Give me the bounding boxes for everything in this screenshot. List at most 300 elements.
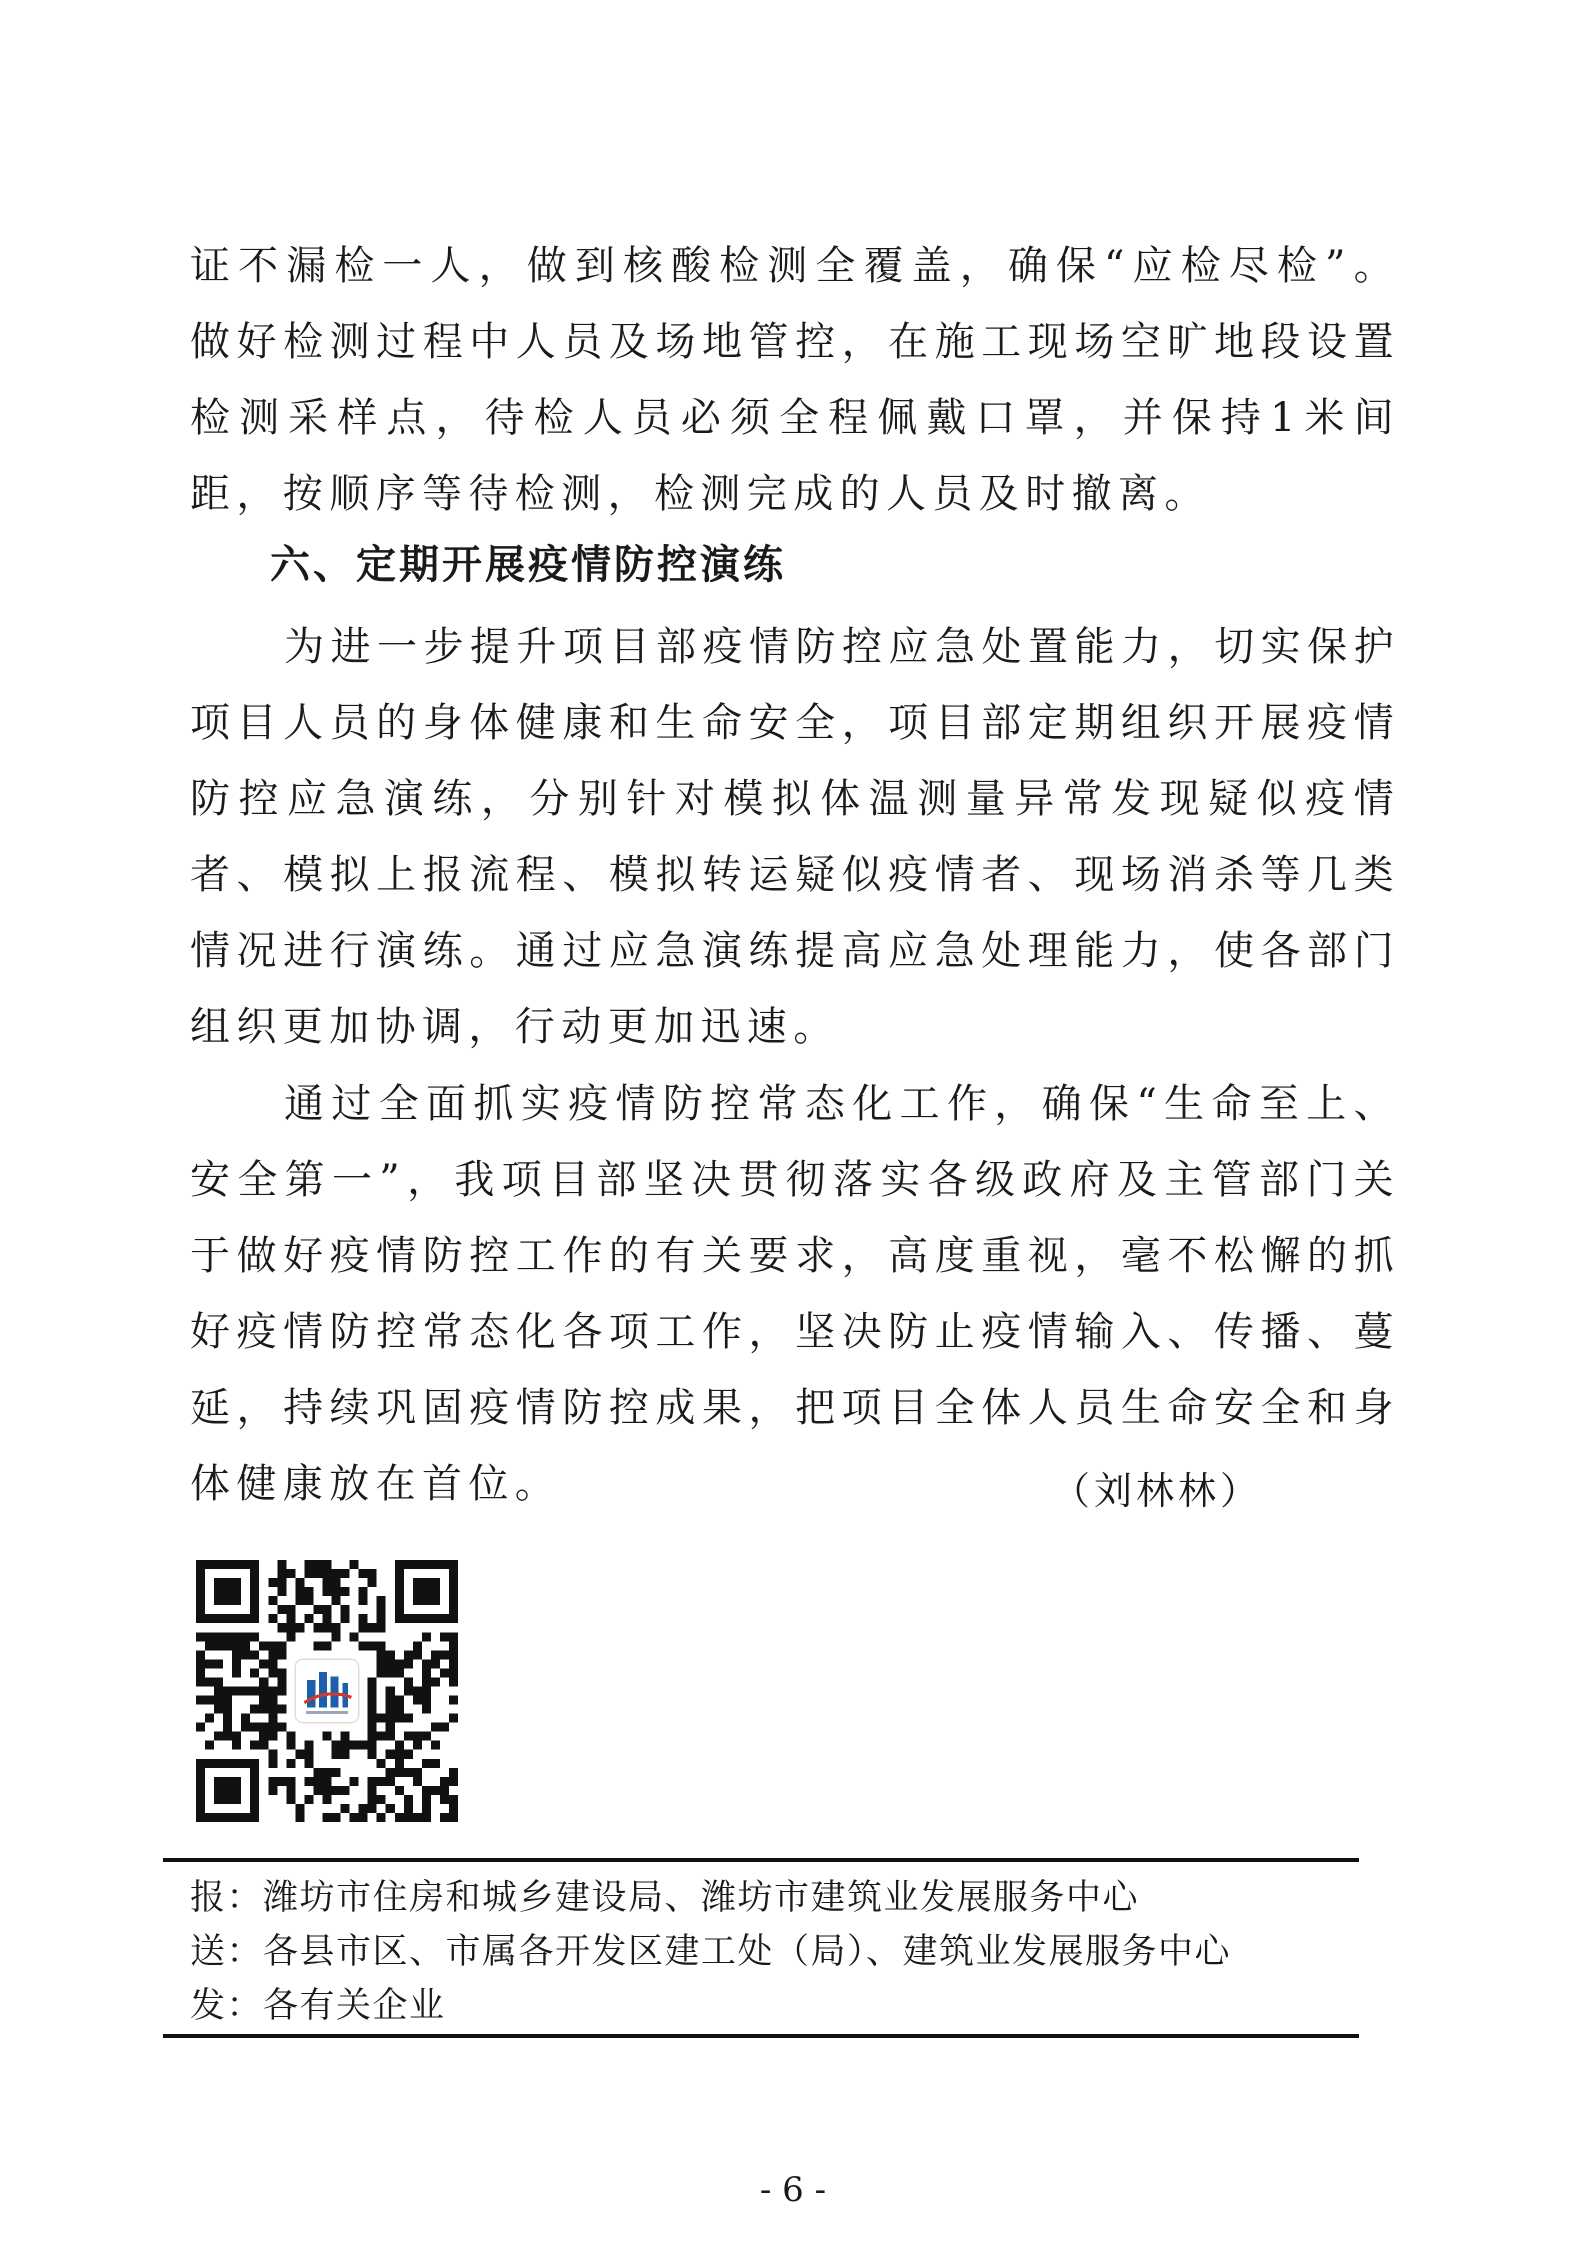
- qr-module: [286, 1777, 295, 1786]
- qr-module: [332, 1750, 341, 1759]
- qr-module: [377, 1650, 386, 1659]
- qr-module: [386, 1804, 395, 1813]
- qr-module: [332, 1768, 341, 1777]
- qr-module: [377, 1614, 386, 1623]
- qr-code-icon: [196, 1560, 458, 1822]
- qr-module: [395, 1786, 404, 1795]
- qr-module: [422, 1696, 431, 1705]
- qr-module: [332, 1623, 341, 1632]
- qr-module: [223, 1732, 232, 1741]
- qr-module: [277, 1686, 286, 1695]
- qr-module: [277, 1723, 286, 1732]
- qr-module: [259, 1741, 268, 1750]
- qr-module: [196, 1650, 205, 1659]
- qr-module: [214, 1696, 223, 1705]
- qr-module: [268, 1714, 277, 1723]
- qr-module: [286, 1741, 295, 1750]
- qr-module: [413, 1641, 422, 1650]
- divider-top: [163, 1858, 1359, 1862]
- qr-module: [313, 1560, 322, 1569]
- qr-module: [431, 1759, 440, 1768]
- qr-module: [322, 1587, 331, 1596]
- qr-module: [341, 1804, 350, 1813]
- qr-module: [422, 1632, 431, 1641]
- qr-center-logo: [295, 1659, 358, 1722]
- qr-module: [413, 1813, 422, 1822]
- qr-module: [268, 1750, 277, 1759]
- qr-module: [368, 1578, 377, 1587]
- qr-module: [295, 1587, 304, 1596]
- qr-module: [214, 1677, 223, 1686]
- qr-module: [368, 1786, 377, 1795]
- qr-module: [332, 1569, 341, 1578]
- qr-module: [449, 1696, 458, 1705]
- qr-module: [268, 1614, 277, 1623]
- qr-module: [395, 1696, 404, 1705]
- qr-module: [196, 1677, 205, 1686]
- qr-module: [404, 1659, 413, 1668]
- qr-module: [422, 1677, 431, 1686]
- qr-module: [286, 1795, 295, 1804]
- qr-module: [322, 1641, 331, 1650]
- qr-module: [250, 1650, 259, 1659]
- qr-module: [395, 1768, 404, 1777]
- qr-module: [268, 1659, 277, 1668]
- qr-module: [295, 1623, 304, 1632]
- qr-module: [377, 1777, 386, 1786]
- qr-module: [223, 1641, 232, 1650]
- qr-module: [368, 1696, 377, 1705]
- qr-module: [268, 1777, 277, 1786]
- qr-module: [304, 1596, 313, 1605]
- qr-module: [223, 1723, 232, 1732]
- qr-module: [431, 1650, 440, 1659]
- qr-module: [268, 1723, 277, 1732]
- qr-module: [232, 1632, 241, 1641]
- qr-module: [214, 1632, 223, 1641]
- qr-module: [196, 1723, 205, 1732]
- qr-module: [422, 1813, 431, 1822]
- qr-module: [286, 1759, 295, 1768]
- qr-module: [386, 1650, 395, 1659]
- qr-module: [350, 1777, 359, 1786]
- qr-module: [359, 1587, 368, 1596]
- qr-module: [422, 1686, 431, 1695]
- qr-module: [205, 1741, 214, 1750]
- qr-module: [322, 1605, 331, 1614]
- qr-module: [404, 1768, 413, 1777]
- qr-module: [377, 1795, 386, 1804]
- qr-module: [359, 1741, 368, 1750]
- qr-module: [368, 1795, 377, 1804]
- qr-module: [322, 1578, 331, 1587]
- qr-module: [386, 1723, 395, 1732]
- qr-module: [332, 1786, 341, 1795]
- qr-module: [232, 1732, 241, 1741]
- qr-module: [359, 1614, 368, 1623]
- qr-module: [368, 1686, 377, 1695]
- qr-module: [386, 1696, 395, 1705]
- qr-module: [377, 1668, 386, 1677]
- qr-module: [341, 1569, 350, 1578]
- qr-module: [268, 1705, 277, 1714]
- qr-module: [286, 1786, 295, 1795]
- qr-module: [440, 1786, 449, 1795]
- qr-module: [395, 1705, 404, 1714]
- divider-bottom: [163, 2034, 1359, 2038]
- qr-module: [250, 1741, 259, 1750]
- qr-module: [431, 1659, 440, 1668]
- qr-module: [304, 1587, 313, 1596]
- qr-module: [422, 1732, 431, 1741]
- qr-module: [449, 1668, 458, 1677]
- qr-module: [404, 1677, 413, 1686]
- qr-module: [440, 1668, 449, 1677]
- qr-module: [368, 1723, 377, 1732]
- qr-module: [341, 1750, 350, 1759]
- qr-module: [232, 1668, 241, 1677]
- qr-module: [332, 1587, 341, 1596]
- qr-module: [413, 1686, 422, 1695]
- qr-module: [232, 1741, 241, 1750]
- qr-module: [322, 1786, 331, 1795]
- qr-module: [449, 1714, 458, 1723]
- qr-module: [250, 1668, 259, 1677]
- qr-module: [196, 1659, 205, 1668]
- qr-module: [304, 1759, 313, 1768]
- qr-module: [422, 1705, 431, 1714]
- qr-module: [259, 1641, 268, 1650]
- author-signature: （刘林林）: [1052, 1469, 1263, 1513]
- qr-module: [322, 1777, 331, 1786]
- qr-module: [295, 1804, 304, 1813]
- qr-module: [259, 1677, 268, 1686]
- qr-module: [341, 1732, 350, 1741]
- qr-module: [431, 1723, 440, 1732]
- qr-module: [322, 1614, 331, 1623]
- qr-module: [277, 1641, 286, 1650]
- finder-pattern-bottom-left: [196, 1759, 259, 1822]
- qr-module: [313, 1623, 322, 1632]
- qr-module: [449, 1650, 458, 1659]
- qr-module: [250, 1686, 259, 1695]
- qr-module: [313, 1569, 322, 1578]
- qr-module: [304, 1795, 313, 1804]
- qr-module: [395, 1714, 404, 1723]
- qr-module: [341, 1587, 350, 1596]
- qr-module: [223, 1632, 232, 1641]
- qr-module: [449, 1659, 458, 1668]
- qr-module: [223, 1705, 232, 1714]
- qr-module: [223, 1696, 232, 1705]
- qr-module: [368, 1569, 377, 1578]
- qr-module: [268, 1686, 277, 1695]
- qr-module: [214, 1659, 223, 1668]
- qr-module: [377, 1641, 386, 1650]
- qr-module: [322, 1732, 331, 1741]
- qr-module: [313, 1605, 322, 1614]
- qr-module: [241, 1641, 250, 1650]
- qr-module: [377, 1714, 386, 1723]
- qr-module: [205, 1696, 214, 1705]
- qr-module: [214, 1641, 223, 1650]
- qr-module: [422, 1795, 431, 1804]
- qr-module: [286, 1732, 295, 1741]
- qr-module: [449, 1813, 458, 1822]
- qr-module: [205, 1677, 214, 1686]
- qr-module: [322, 1560, 331, 1569]
- qr-module: [250, 1723, 259, 1732]
- qr-module: [295, 1578, 304, 1587]
- qr-module: [196, 1696, 205, 1705]
- qr-module: [295, 1813, 304, 1822]
- qr-module: [377, 1596, 386, 1605]
- qr-module: [386, 1750, 395, 1759]
- qr-module: [313, 1777, 322, 1786]
- qr-module: [286, 1605, 295, 1614]
- qr-module: [268, 1650, 277, 1659]
- qr-module: [404, 1795, 413, 1804]
- qr-module: [286, 1623, 295, 1632]
- paragraph-emergency-drill: 为进一步提升项目部疫情防控应急处置能力，切实保护项目人员的身体健康和生命安全，项目部定期组织开展疫情防控应急演练，分别针对模拟体温测量异常发现疑似疫情者、模拟上报流程、模拟转运疑似疫情者、现场消杀等几类情况进行演练。通过应急演练提高应急处理能力，使各部门组织更加协调，行动更加迅速。: [190, 624, 1400, 1050]
- qr-module: [413, 1696, 422, 1705]
- qr-module: [304, 1750, 313, 1759]
- qr-module: [286, 1632, 295, 1641]
- qr-module: [205, 1632, 214, 1641]
- qr-module: [196, 1668, 205, 1677]
- qr-module: [205, 1641, 214, 1650]
- qr-module: [304, 1741, 313, 1750]
- qr-module: [404, 1813, 413, 1822]
- qr-module: [395, 1659, 404, 1668]
- qr-module: [368, 1732, 377, 1741]
- qr-module: [304, 1569, 313, 1578]
- qr-module: [277, 1668, 286, 1677]
- qr-module: [304, 1560, 313, 1569]
- qr-module: [313, 1768, 322, 1777]
- qr-module: [440, 1813, 449, 1822]
- qr-module: [341, 1786, 350, 1795]
- qr-module: [196, 1632, 205, 1641]
- qr-module: [268, 1668, 277, 1677]
- qr-module: [304, 1614, 313, 1623]
- qr-module: [404, 1732, 413, 1741]
- distribution-send-to: 送：各县市区、市属各开发区建工处（局）、建筑业发展服务中心: [190, 1932, 1232, 1972]
- qr-module: [277, 1623, 286, 1632]
- qr-module: [205, 1659, 214, 1668]
- qr-module: [377, 1605, 386, 1614]
- qr-module: [368, 1623, 377, 1632]
- qr-module: [277, 1605, 286, 1614]
- qr-module: [368, 1714, 377, 1723]
- qr-module: [286, 1614, 295, 1623]
- qr-module: [332, 1632, 341, 1641]
- qr-module: [250, 1705, 259, 1714]
- distribution-report-to: 报：潍坊市住房和城乡建设局、潍坊市建筑业发展服务中心: [190, 1878, 1140, 1918]
- qr-module: [277, 1569, 286, 1578]
- qr-module: [377, 1759, 386, 1768]
- qr-module: [368, 1777, 377, 1786]
- qr-module: [368, 1705, 377, 1714]
- qr-module: [413, 1768, 422, 1777]
- qr-module: [413, 1732, 422, 1741]
- qr-module: [350, 1741, 359, 1750]
- qr-module: [386, 1705, 395, 1714]
- qr-module: [422, 1759, 431, 1768]
- qr-module: [277, 1705, 286, 1714]
- qr-module: [359, 1813, 368, 1822]
- qr-module: [440, 1795, 449, 1804]
- qr-module: [377, 1659, 386, 1668]
- qr-module: [395, 1668, 404, 1677]
- qr-module: [259, 1659, 268, 1668]
- qr-module: [322, 1768, 331, 1777]
- qr-module: [449, 1768, 458, 1777]
- qr-module: [232, 1641, 241, 1650]
- qr-module: [440, 1777, 449, 1786]
- qr-module: [449, 1795, 458, 1804]
- qr-module: [386, 1768, 395, 1777]
- qr-module: [250, 1632, 259, 1641]
- qr-module: [259, 1696, 268, 1705]
- paragraph-summary: 通过全面抓实疫情防控常态化工作，确保“生命至上、安全第一”，我项目部坚决贯彻落实各级政府及主管部门关于做好疫情防控工作的有关要求，高度重视，毫不松懈的抓好疫情防控常态化各项工作，坚决防止疫情输入、传播、蔓延，持续巩固疫情防控成果，把项目全体人员生命安全和身体健康放在首位。: [190, 1081, 1400, 1507]
- qr-module: [350, 1813, 359, 1822]
- qr-module: [395, 1759, 404, 1768]
- qr-module: [241, 1632, 250, 1641]
- qr-module: [395, 1813, 404, 1822]
- qr-module: [277, 1650, 286, 1659]
- qr-module: [241, 1723, 250, 1732]
- qr-module: [359, 1596, 368, 1605]
- qr-module: [268, 1578, 277, 1587]
- qr-module: [404, 1650, 413, 1659]
- qr-module: [232, 1650, 241, 1659]
- qr-module: [332, 1813, 341, 1822]
- qr-module: [295, 1596, 304, 1605]
- paragraph-testing-continuation: 证不漏检一人，做到核酸检测全覆盖，确保“应检尽检”。做好检测过程中人员及场地管控，在施工现场空旷地段设置检测采样点，待检人员必须全程佩戴口罩，并保持1米间距，按顺序等待检测，检测完成的人员及时撤离。: [190, 243, 1400, 517]
- qr-module: [259, 1723, 268, 1732]
- qr-module: [322, 1813, 331, 1822]
- qr-module: [332, 1596, 341, 1605]
- qr-module: [232, 1659, 241, 1668]
- page-number: - 6 -: [759, 2170, 827, 2210]
- qr-module: [313, 1786, 322, 1795]
- qr-module: [359, 1623, 368, 1632]
- qr-module: [259, 1732, 268, 1741]
- qr-module: [241, 1686, 250, 1695]
- qr-module: [295, 1750, 304, 1759]
- qr-module: [395, 1741, 404, 1750]
- qr-module: [395, 1750, 404, 1759]
- qr-module: [332, 1741, 341, 1750]
- qr-module: [341, 1741, 350, 1750]
- qr-module: [277, 1587, 286, 1596]
- qr-module: [277, 1578, 286, 1587]
- qr-module: [449, 1632, 458, 1641]
- qr-module: [449, 1677, 458, 1686]
- qr-module: [313, 1641, 322, 1650]
- qr-module: [386, 1659, 395, 1668]
- qr-module: [359, 1569, 368, 1578]
- qr-module: [368, 1641, 377, 1650]
- qr-module: [413, 1650, 422, 1659]
- qr-module: [449, 1641, 458, 1650]
- qr-module: [440, 1632, 449, 1641]
- qr-module: [232, 1686, 241, 1695]
- qr-module: [223, 1686, 232, 1695]
- section-heading: 六、定期开展疫情防控演练: [270, 542, 786, 588]
- qr-module: [404, 1804, 413, 1813]
- qr-module: [404, 1686, 413, 1695]
- qr-module: [368, 1804, 377, 1813]
- qr-module: [359, 1804, 368, 1813]
- qr-module: [440, 1723, 449, 1732]
- qr-module: [259, 1705, 268, 1714]
- qr-module: [223, 1714, 232, 1723]
- qr-module: [386, 1777, 395, 1786]
- qr-module: [440, 1650, 449, 1659]
- qr-module: [386, 1714, 395, 1723]
- qr-module: [277, 1560, 286, 1569]
- qr-module: [377, 1813, 386, 1822]
- qr-module: [413, 1741, 422, 1750]
- qr-module: [377, 1732, 386, 1741]
- qr-module: [359, 1641, 368, 1650]
- qr-module: [214, 1732, 223, 1741]
- qr-module: [431, 1786, 440, 1795]
- qr-module: [268, 1596, 277, 1605]
- qr-module: [322, 1569, 331, 1578]
- qr-module: [268, 1786, 277, 1795]
- qr-module: [214, 1705, 223, 1714]
- qr-module: [322, 1795, 331, 1804]
- qr-module: [332, 1578, 341, 1587]
- qr-module: [422, 1668, 431, 1677]
- qr-module: [368, 1750, 377, 1759]
- qr-module: [286, 1569, 295, 1578]
- qr-module: [431, 1741, 440, 1750]
- qr-module: [277, 1777, 286, 1786]
- qr-module: [341, 1614, 350, 1623]
- qr-module: [377, 1623, 386, 1632]
- qr-module: [205, 1714, 214, 1723]
- qr-module: [404, 1750, 413, 1759]
- qr-module: [268, 1641, 277, 1650]
- finder-pattern-top-left: [196, 1560, 259, 1623]
- qr-module: [404, 1714, 413, 1723]
- qr-module: [214, 1686, 223, 1695]
- qr-module: [268, 1732, 277, 1741]
- qr-module: [241, 1714, 250, 1723]
- qr-module: [431, 1677, 440, 1686]
- qr-module: [259, 1686, 268, 1695]
- distribution-issue-to: 发：各有关企业: [190, 1986, 446, 2026]
- qr-module: [350, 1560, 359, 1569]
- qr-module: [413, 1777, 422, 1786]
- qr-module: [368, 1741, 377, 1750]
- qr-module: [386, 1732, 395, 1741]
- qr-module: [422, 1804, 431, 1813]
- qr-module: [368, 1677, 377, 1686]
- qr-module: [268, 1759, 277, 1768]
- qr-module: [268, 1696, 277, 1705]
- qr-module: [449, 1804, 458, 1813]
- qr-module: [422, 1659, 431, 1668]
- qr-module: [386, 1686, 395, 1695]
- qr-module: [422, 1786, 431, 1795]
- qr-module: [341, 1605, 350, 1614]
- qr-module: [241, 1650, 250, 1659]
